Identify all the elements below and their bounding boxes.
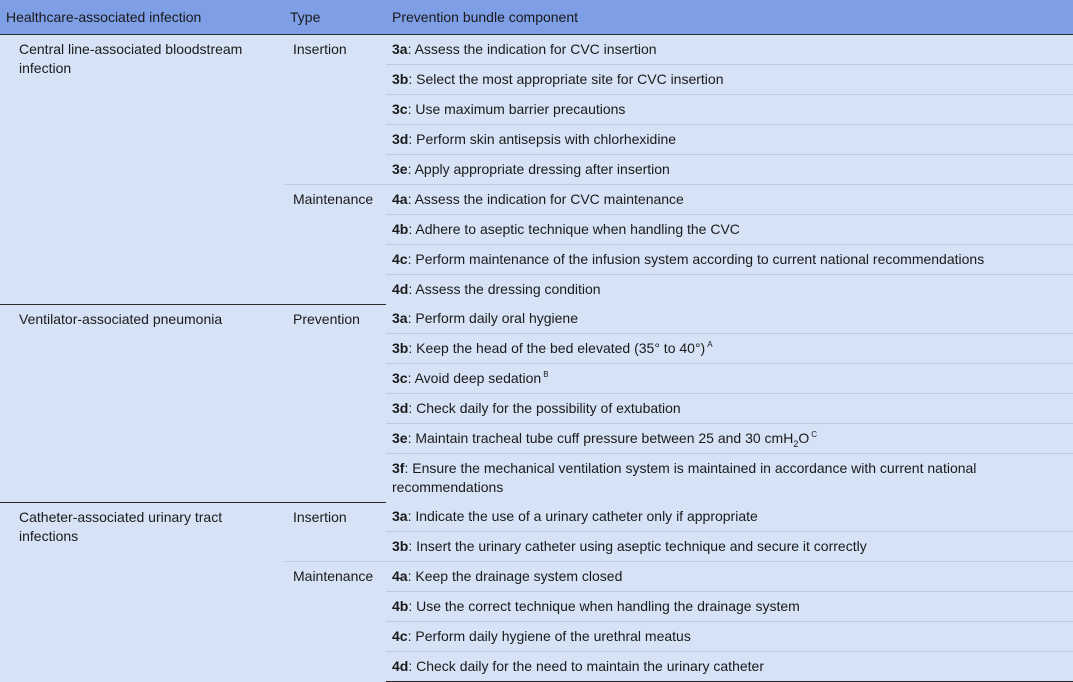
- header-infection: Healthcare-associated infection: [0, 0, 284, 35]
- component-text: : Adhere to aseptic technique when handling the CVC: [408, 221, 740, 237]
- component-cell: [386, 364, 1073, 394]
- header-row: [0, 0, 1073, 35]
- subscript: 2: [793, 438, 799, 449]
- component-code: 3d: [392, 131, 409, 147]
- component-text-after: O: [798, 430, 810, 446]
- component-cell: [386, 562, 1073, 592]
- type-cell: Insertion: [284, 502, 386, 562]
- type-cell: Maintenance: [284, 562, 386, 682]
- component-text: : Check daily for the need to maintain the urinary catheter: [408, 658, 764, 674]
- component-cell: [386, 125, 1073, 155]
- component-text: : Assess the indication for CVC maintenance: [407, 191, 684, 207]
- table-row: [0, 502, 1073, 532]
- component-cell: [386, 185, 1073, 215]
- component-cell: [386, 215, 1073, 245]
- component-text: : Perform daily hygiene of the urethral meatus: [407, 628, 691, 644]
- component-code: 4b: [392, 221, 409, 237]
- component-text: : Keep the head of the bed elevated (35° to 40°): [408, 340, 706, 356]
- type-cell: Maintenance: [284, 185, 386, 305]
- component-cell: [386, 65, 1073, 95]
- component-text: : Perform daily oral hygiene: [407, 310, 578, 326]
- component-code: 4b: [392, 598, 409, 614]
- infection-cell: Catheter-associated urinary tract infections: [0, 502, 284, 682]
- component-code: 3c: [392, 370, 408, 386]
- component-code: 3c: [392, 101, 408, 117]
- component-code: 3e: [392, 430, 408, 446]
- component-cell: [386, 454, 1073, 503]
- component-code: 3a: [392, 41, 408, 57]
- component-text: : Assess the indication for CVC insertion: [407, 41, 657, 57]
- component-cell: [386, 275, 1073, 305]
- component-code: 4a: [392, 191, 408, 207]
- component-cell: [386, 155, 1073, 185]
- component-text: : Ensure the mechanical ventilation system is maintained in accordance with current national recommendations: [392, 460, 977, 495]
- component-code: 3a: [392, 310, 408, 326]
- header-component: Prevention bundle component: [386, 0, 1073, 35]
- component-text: : Use maximum barrier precautions: [407, 101, 626, 117]
- footnote-marker: B: [543, 370, 549, 380]
- type-cell: Insertion: [284, 35, 386, 185]
- component-code: 3b: [392, 538, 409, 554]
- footnote-marker: A: [707, 340, 713, 350]
- component-cell: [386, 394, 1073, 424]
- component-text: : Select the most appropriate site for CVC insertion: [408, 71, 724, 87]
- component-cell: [386, 95, 1073, 125]
- component-cell: [386, 245, 1073, 275]
- component-code: 3e: [392, 161, 408, 177]
- component-code: 3d: [392, 400, 409, 416]
- type-cell: Prevention: [284, 304, 386, 502]
- component-cell: [386, 424, 1073, 454]
- component-code: 4c: [392, 628, 408, 644]
- component-text: : Use the correct technique when handling the drainage system: [408, 598, 800, 614]
- component-cell: [386, 592, 1073, 622]
- table-row: [0, 304, 1073, 334]
- component-code: 4c: [392, 251, 408, 267]
- component-text: : Perform maintenance of the infusion system according to current national recommendations: [407, 251, 985, 267]
- component-cell: [386, 532, 1073, 562]
- component-cell: [386, 652, 1073, 682]
- component-code: 4d: [392, 281, 409, 297]
- component-text: : Avoid deep sedation: [407, 370, 542, 386]
- component-code: 3f: [392, 460, 405, 476]
- table-body: [0, 35, 1073, 682]
- component-code: 3a: [392, 508, 408, 524]
- component-text: : Insert the urinary catheter using aseptic technique and secure it correctly: [408, 538, 867, 554]
- header-type: Type: [284, 0, 386, 35]
- component-cell: [386, 622, 1073, 652]
- component-text: : Indicate the use of a urinary catheter only if appropriate: [407, 508, 758, 524]
- component-text: : Perform skin antisepsis with chlorhexidine: [408, 131, 677, 147]
- footnote-marker: C: [811, 430, 818, 440]
- component-text: : Keep the drainage system closed: [407, 568, 623, 584]
- component-text: : Apply appropriate dressing after insertion: [407, 161, 670, 177]
- component-text: : Maintain tracheal tube cuff pressure between 25 and 30 cmH: [407, 430, 794, 446]
- component-cell: [386, 304, 1073, 334]
- component-text: : Assess the dressing condition: [408, 281, 601, 297]
- component-cell: [386, 334, 1073, 364]
- component-code: 4d: [392, 658, 409, 674]
- infection-cell: Ventilator-associated pneumonia: [0, 304, 284, 502]
- component-code: 3b: [392, 340, 409, 356]
- infection-cell: Central line-associated bloodstream infection: [0, 35, 284, 305]
- table-row: [0, 35, 1073, 65]
- component-code: 3b: [392, 71, 409, 87]
- component-text: : Check daily for the possibility of extubation: [408, 400, 681, 416]
- component-code: 4a: [392, 568, 408, 584]
- component-cell: [386, 35, 1073, 65]
- component-cell: [386, 502, 1073, 532]
